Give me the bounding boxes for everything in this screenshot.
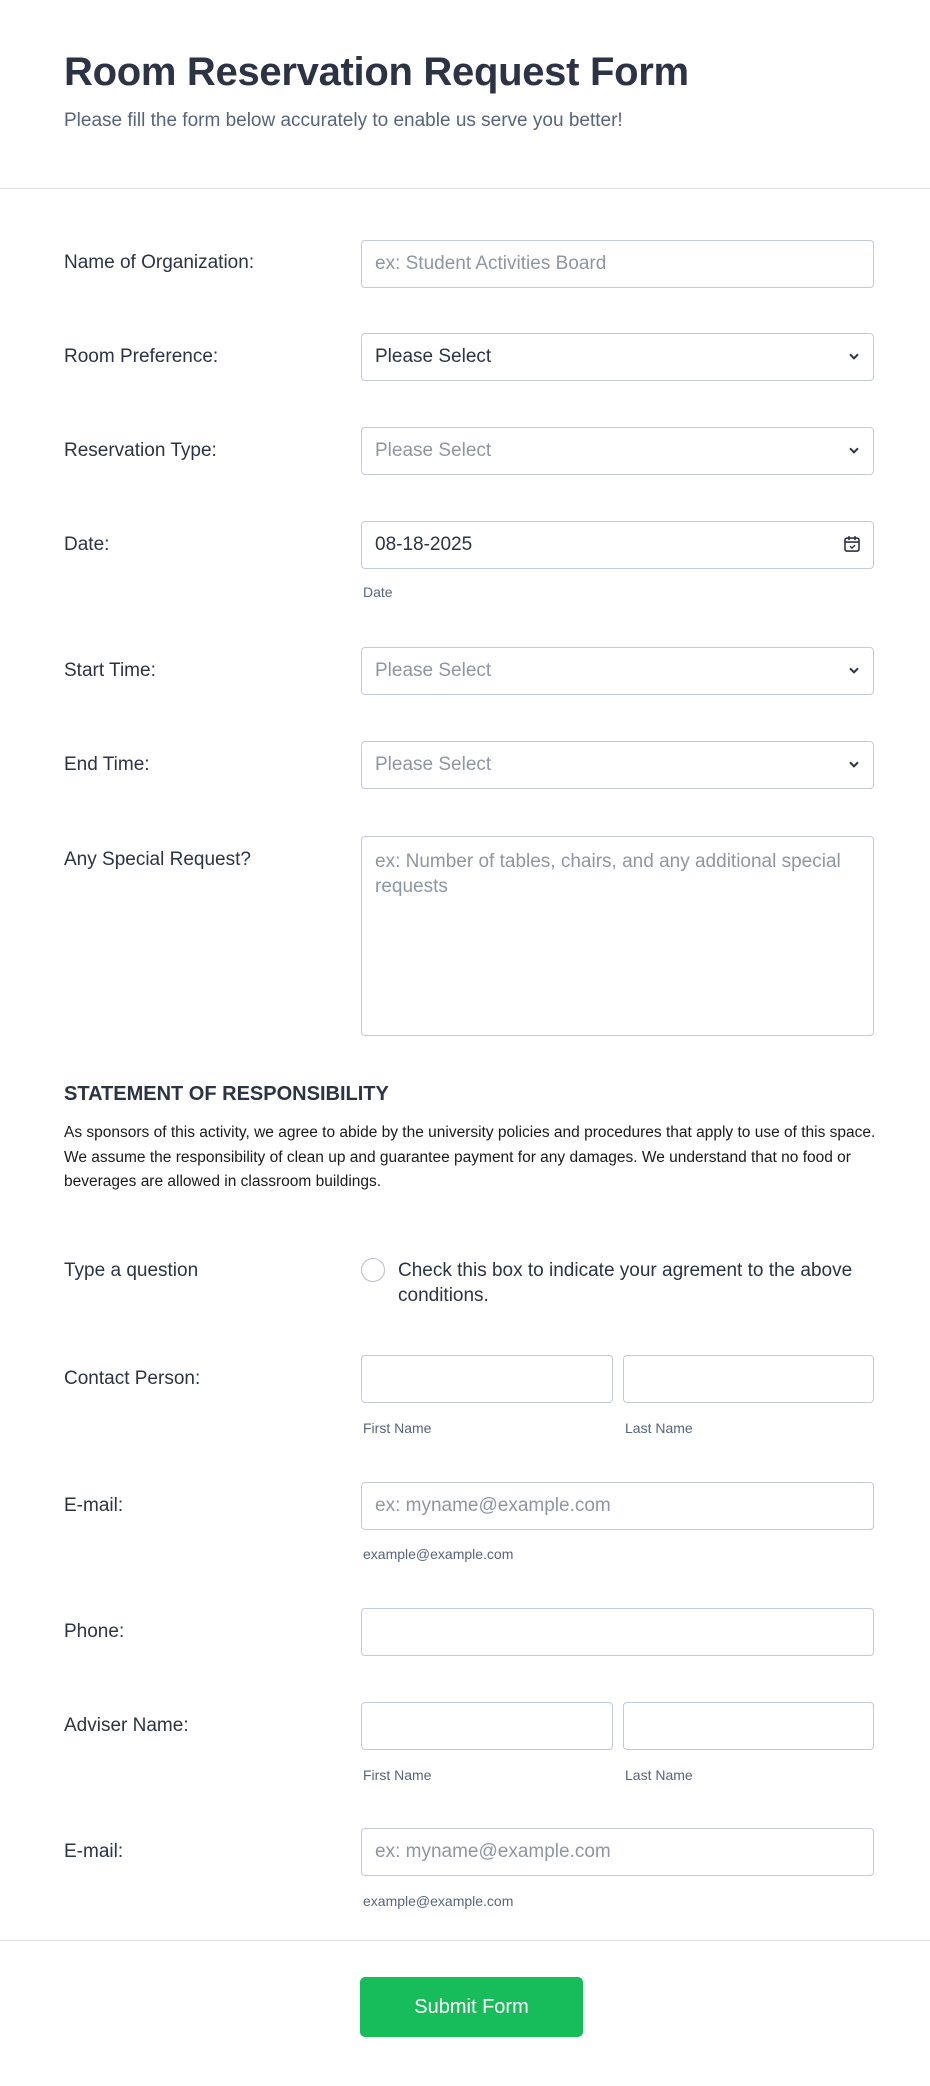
agreement-checkbox[interactable] <box>361 1258 385 1282</box>
adviser-first-name-sublabel: First Name <box>363 1767 432 1783</box>
statement-text: As sponsors of this activity, we agree to abide by the university policies and procedures that apply to use of this space. We assume the responsibility of clean up and guarantee payment for any damages. We understand that no food or beverages are allowed in classroom buildings. <box>64 1124 876 1190</box>
date-value: 08-18-2025 <box>375 534 473 555</box>
phone-input[interactable] <box>361 1608 874 1656</box>
adviser-name-label: Adviser Name: <box>64 1715 189 1736</box>
start-time-placeholder: Please Select <box>375 660 492 681</box>
chevron-down-icon <box>847 663 861 677</box>
end-time-select[interactable] <box>361 741 874 789</box>
submit-button[interactable]: Submit Form <box>360 1977 583 2037</box>
statement-heading: STATEMENT OF RESPONSIBILITY <box>64 1083 389 1105</box>
email-label: E-mail: <box>64 1495 124 1516</box>
date-label: Date: <box>64 534 110 555</box>
email-sublabel: example@example.com <box>363 1546 514 1562</box>
adviser-email-sublabel: example@example.com <box>363 1893 514 1909</box>
adviser-last-name-input[interactable] <box>623 1702 874 1750</box>
chevron-down-icon <box>847 757 861 771</box>
date-sublabel: Date <box>363 584 393 600</box>
adviser-first-name-input[interactable] <box>361 1702 613 1750</box>
contact-first-name-input[interactable] <box>361 1355 613 1403</box>
start-time-select[interactable] <box>361 647 874 695</box>
room-preference-select[interactable] <box>361 333 874 381</box>
end-time-placeholder: Please Select <box>375 754 492 775</box>
special-request-textarea[interactable] <box>361 836 874 1036</box>
contact-person-label: Contact Person: <box>64 1368 201 1389</box>
agreement-option-text[interactable]: Check this box to indicate your agrement to the above conditions. <box>398 1260 853 1306</box>
page-title: Room Reservation Request Form <box>64 50 689 94</box>
phone-label: Phone: <box>64 1621 125 1642</box>
footer-divider <box>0 1940 930 1941</box>
reservation-type-placeholder: Please Select <box>375 440 492 461</box>
contact-last-name-sublabel: Last Name <box>625 1420 693 1436</box>
adviser-email-input[interactable] <box>361 1828 874 1876</box>
adviser-email-label: E-mail: <box>64 1841 124 1862</box>
agreement-label: Type a question <box>64 1260 199 1281</box>
header-divider <box>0 188 930 189</box>
date-input[interactable] <box>361 521 874 569</box>
calendar-icon[interactable] <box>843 535 861 553</box>
room-preference-label: Room Preference: <box>64 346 219 367</box>
special-request-label: Any Special Request? <box>64 849 251 870</box>
adviser-last-name-sublabel: Last Name <box>625 1767 693 1783</box>
organization-input[interactable] <box>361 240 874 288</box>
contact-first-name-sublabel: First Name <box>363 1420 432 1436</box>
room-preference-value: Please Select <box>375 346 492 367</box>
organization-label: Name of Organization: <box>64 252 255 273</box>
reservation-type-select[interactable] <box>361 427 874 475</box>
reservation-type-label: Reservation Type: <box>64 440 217 461</box>
contact-last-name-input[interactable] <box>623 1355 874 1403</box>
chevron-down-icon <box>847 349 861 363</box>
email-input[interactable] <box>361 1482 874 1530</box>
end-time-label: End Time: <box>64 754 150 775</box>
chevron-down-icon <box>847 443 861 457</box>
start-time-label: Start Time: <box>64 660 156 681</box>
page-subtitle: Please fill the form below accurately to enable us serve you better! <box>64 110 623 131</box>
